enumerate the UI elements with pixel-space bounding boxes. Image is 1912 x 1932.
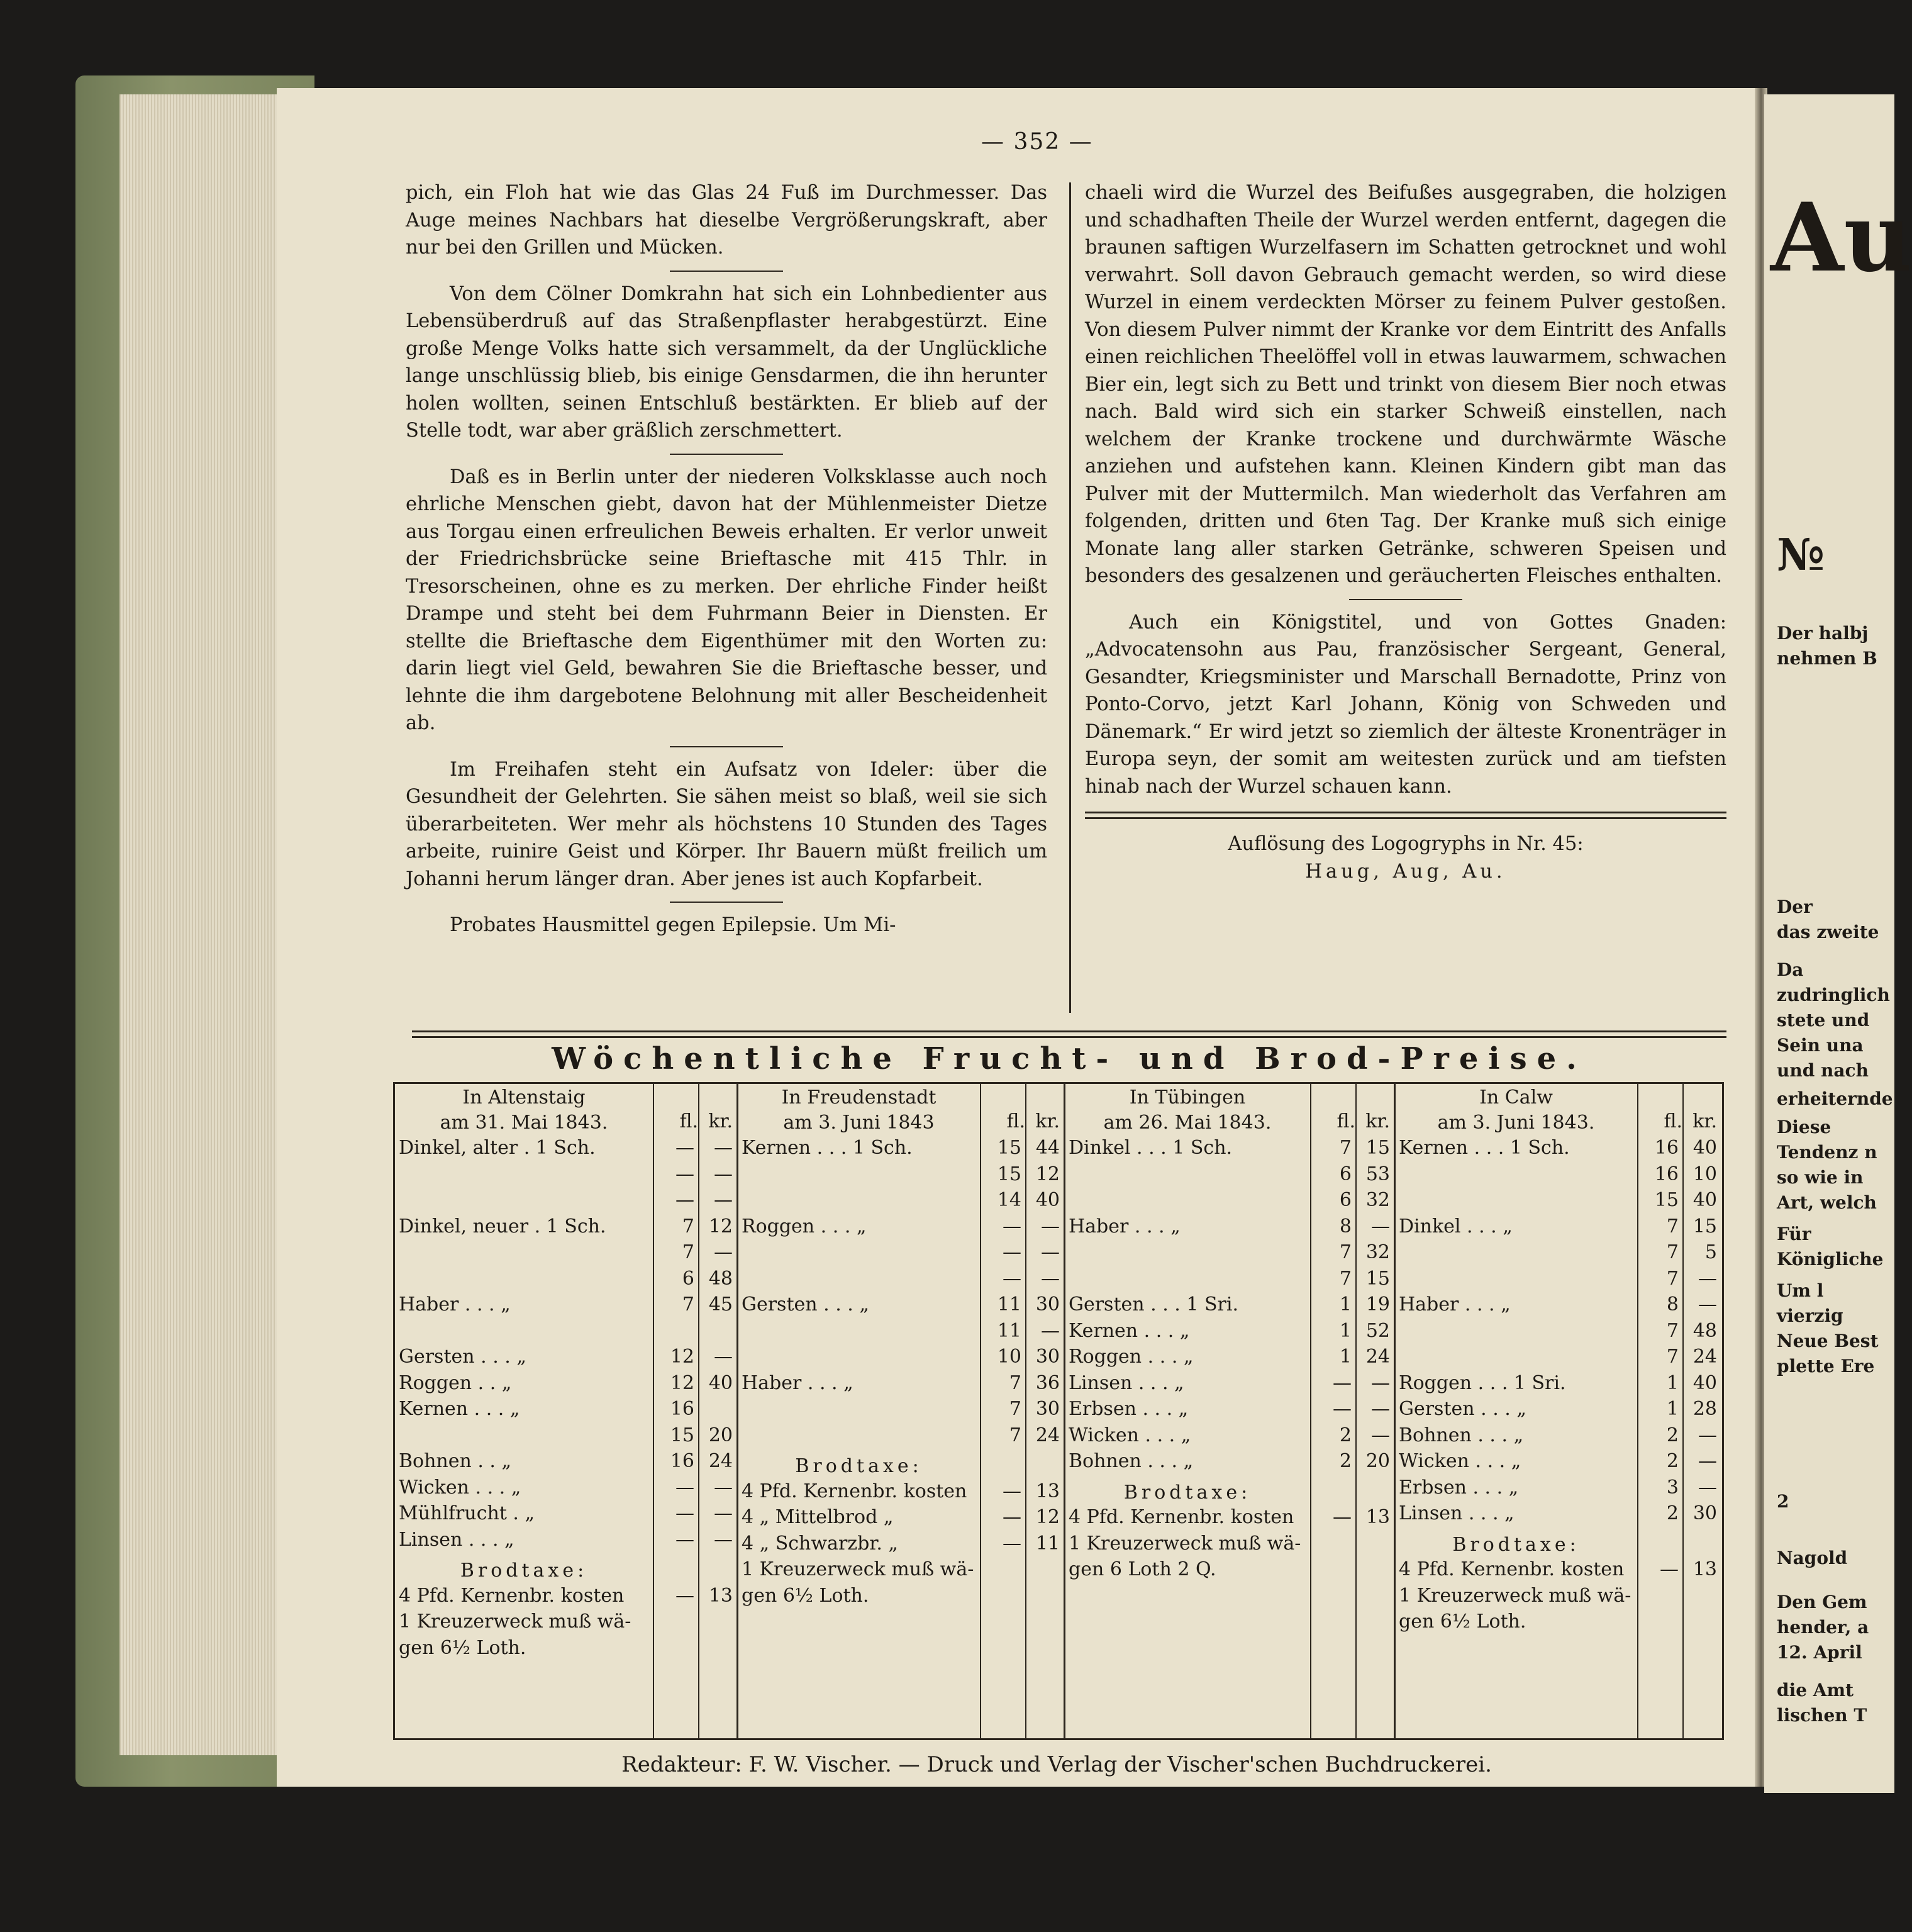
price-kr: — (714, 1476, 733, 1499)
price-row-label: Gersten . . . „ (399, 1346, 526, 1368)
brodtaxe-row-label: gen 6½ Loth. (399, 1636, 526, 1659)
price-fl: 7 (1009, 1424, 1021, 1446)
facing-page-text: die Amt (1777, 1680, 1854, 1700)
article-berlin: Daß es in Berlin unter der niederen Volksklasse auch noch ehrliche Menschen giebt, davon hat der Mühlenmeister Dietze aus Torgau einen erfreulichen Beweis erhalten. Er verlor unweit der Friedrichsbrücke seine Brieftasche mit 415 Thlr. in Tresorscheinen, ohne es zu merken. Der ehrliche Finder heißt Drampe und steht bei dem Fuhrmann Beier in Diensten. Er stellte die Brieftasche dem Eigenthümer mit den Worten zu: darin liegt viel Geld, bewahren Sie die Brieftasche besser, und lehnte die ihm dargebotene Belohnung mit aller Bescheidenheit ab. (406, 466, 1047, 734)
price-kr: 30 (1692, 1502, 1717, 1524)
price-kr: 15 (1692, 1215, 1717, 1237)
facing-page-text: plette Ere (1777, 1356, 1875, 1376)
price-fl: 7 (1666, 1215, 1679, 1237)
price-kr: 24 (1035, 1424, 1060, 1446)
price-fl: 7 (1666, 1346, 1679, 1368)
price-fl: 2 (1339, 1450, 1352, 1472)
price-fl: 8 (1339, 1215, 1352, 1237)
price-row-label: Wicken . . . „ (1399, 1450, 1521, 1472)
price-fl: — (675, 1163, 694, 1185)
price-kr: — (714, 1163, 733, 1185)
prices-top-rule (412, 1030, 1726, 1038)
brodtaxe-kr: 13 (1365, 1506, 1390, 1528)
price-kr: — (1698, 1424, 1717, 1446)
price-row-label: Dinkel, alter . 1 Sch. (399, 1137, 596, 1159)
brodtaxe-fl: — (1003, 1506, 1021, 1528)
report-date: am 31. Mai 1843. (440, 1112, 608, 1134)
prices-table (393, 1082, 1724, 1740)
table-rule (1682, 1084, 1684, 1738)
brodtaxe-row-label: 4 Pfd. Kernenbr. kosten (1399, 1558, 1625, 1580)
price-row-label: Haber . . . „ (742, 1371, 853, 1394)
price-fl: 7 (682, 1215, 694, 1237)
price-row-label: Erbsen . . . „ (1069, 1398, 1189, 1420)
facing-page-text: das zweite (1777, 922, 1879, 942)
separator (1349, 599, 1462, 600)
price-kr: 15 (1365, 1267, 1390, 1290)
prices-heading: Wöchentliche Frucht- und Brod-Preise. (552, 1041, 1587, 1076)
right-column (1085, 179, 1726, 885)
price-fl: 16 (670, 1398, 694, 1420)
price-kr: — (1041, 1215, 1060, 1237)
price-fl: 14 (997, 1189, 1021, 1211)
article-epilepsy-continued: chaeli wird die Wurzel des Beifußes ausgegraben, die holzigen und schadhaften Theile der Wurzel werden entfernt, dagegen die braunen saftigen Wurzelfasern im Schatten getrocknet und wohl verwahrt. Soll davon Gebrauch gemacht werden, so wird diese Wurzel in einem verdeckten Mörser zu feinem Pulver gestoßen. Von diesem Pulver nimmt der Kranke vor dem Eintritt des Anfalls einen reichlichen Theelöffel voll in etwas lauwarmem, schwachen Bier ein, legt sich zu Bett und trinkt von diesem Bier noch etwas nach. Bald wird sich ein starker Schweiß einstellen, nach welchem der Kranke trockene und durchwärmte Wäsche anziehen und aufstehen kann. Kleinen Kindern gibt man das Pulver mit der Muttermilch. Man wiederholt das Verfahren am folgenden, dritten und 6ten Tag. Der Kranke muß sich einige Monate lang aller starken Getränke, schweren Speisen und besonders des gesalzenen und geräucherten Fleisches enthalten. (1085, 182, 1726, 587)
riddle-answer: Haug, Aug, Au. (1305, 860, 1506, 883)
riddle-title: Auflösung des Logogryphs in Nr. 45: (1228, 833, 1584, 855)
brodtaxe-title: Brodtaxe: (460, 1560, 588, 1582)
facing-page-text: zudringlich (1777, 985, 1890, 1005)
price-kr: 40 (1035, 1189, 1060, 1211)
price-fl: 6 (682, 1267, 694, 1290)
price-fl: 15 (1654, 1189, 1679, 1211)
facing-page-text: Der (1777, 896, 1813, 917)
price-kr: — (1698, 1293, 1717, 1315)
facing-page-text: Den Gem (1777, 1592, 1867, 1612)
facing-page-text: erheiternde (1777, 1088, 1893, 1109)
price-fl: 7 (1339, 1267, 1352, 1290)
price-fl: — (1003, 1241, 1021, 1263)
price-kr: 5 (1704, 1241, 1717, 1263)
price-row-label: Dinkel . . . 1 Sch. (1069, 1137, 1233, 1159)
price-fl: 16 (1654, 1163, 1679, 1185)
price-kr: 40 (1692, 1371, 1717, 1394)
price-fl: — (1333, 1371, 1352, 1394)
brodtaxe-fl: — (1333, 1506, 1352, 1528)
report-date: am 26. Mai 1843. (1103, 1112, 1272, 1134)
brodtaxe-fl: — (1003, 1480, 1021, 1502)
facing-page-text: vierzig (1777, 1305, 1843, 1326)
price-row-label: Kernen . . . „ (1069, 1319, 1190, 1342)
price-kr: — (714, 1528, 733, 1551)
price-fl: 7 (682, 1241, 694, 1263)
kr-header: kr. (1365, 1110, 1390, 1132)
report-date: am 3. Juni 1843 (783, 1112, 935, 1134)
separator (670, 746, 783, 747)
brodtaxe-fl: — (675, 1584, 694, 1607)
price-fl: 1 (1666, 1371, 1679, 1394)
price-kr: 12 (708, 1215, 733, 1237)
price-fl: 2 (1339, 1424, 1352, 1446)
price-fl: 11 (997, 1293, 1021, 1315)
price-row-label: Gersten . . . 1 Sri. (1069, 1293, 1238, 1315)
town-name: In Tübingen (1129, 1086, 1246, 1108)
price-fl: 1 (1339, 1319, 1352, 1342)
price-kr: — (1371, 1424, 1390, 1446)
facing-page-text: Um l (1777, 1280, 1824, 1301)
report-date: am 3. Juni 1843. (1437, 1112, 1595, 1134)
separator (670, 454, 783, 455)
price-row-label: Bohnen . . . „ (1069, 1450, 1194, 1472)
price-kr: 24 (708, 1450, 733, 1472)
article-telescope: pich, ein Floh hat wie das Glas 24 Fuß im Durchmesser. Das Auge meines Nachbars hat dieselbe Vergrößerungskraft, aber nur bei den Grillen und Mücken. (406, 182, 1047, 259)
facing-page-text: № (1777, 528, 1825, 581)
brodtaxe-row-label: gen 6 Loth 2 Q. (1069, 1558, 1216, 1580)
price-kr: 40 (708, 1371, 733, 1394)
price-kr: 24 (1365, 1346, 1390, 1368)
price-kr: 32 (1365, 1189, 1390, 1211)
price-fl: 15 (997, 1137, 1021, 1159)
price-kr: — (1041, 1319, 1060, 1342)
fl-header: fl. (1006, 1110, 1025, 1132)
price-kr: — (714, 1241, 733, 1263)
brodtaxe-kr: 13 (708, 1584, 733, 1607)
price-fl: 1 (1339, 1346, 1352, 1368)
price-kr: 32 (1365, 1241, 1390, 1263)
price-kr: 48 (708, 1267, 733, 1290)
price-fl: 12 (670, 1346, 694, 1368)
facing-page-text: Diese (1777, 1117, 1831, 1137)
price-row-label: Dinkel . . . „ (1399, 1215, 1513, 1237)
price-fl: 7 (1339, 1241, 1352, 1263)
facing-page-text: 2 (1777, 1491, 1789, 1512)
facing-page-text: Für (1777, 1224, 1811, 1244)
brodtaxe-row-label: 4 „ Schwarzbr. „ (742, 1532, 898, 1555)
price-row-label: Kernen . . . 1 Sch. (1399, 1137, 1570, 1159)
article-epilepsy-start: Probates Hausmittel gegen Epilepsie. Um Mi- (450, 914, 896, 936)
price-kr: — (1698, 1476, 1717, 1499)
fl-header: fl. (679, 1110, 698, 1132)
price-row-label: Wicken . . . „ (1069, 1424, 1191, 1446)
brodtaxe-row-label: 1 Kreuzerweck muß wä- (1399, 1584, 1631, 1607)
price-fl: — (675, 1189, 694, 1211)
price-fl: 2 (1666, 1450, 1679, 1472)
price-row-label: Linsen . . . „ (399, 1528, 514, 1551)
price-fl: 16 (670, 1450, 694, 1472)
town-name: In Calw (1479, 1086, 1553, 1108)
price-kr: 28 (1692, 1398, 1717, 1420)
price-fl: 7 (1339, 1137, 1352, 1159)
price-fl: — (675, 1476, 694, 1499)
facing-page-text: Art, welch (1777, 1192, 1877, 1213)
price-row-label: Roggen . . „ (399, 1371, 512, 1394)
facing-page-text: und nach (1777, 1060, 1869, 1081)
price-row-label: Linsen . . . „ (1399, 1502, 1515, 1524)
price-kr: 20 (708, 1424, 733, 1446)
price-fl: 7 (1009, 1398, 1021, 1420)
facing-page-text: so wie in (1777, 1167, 1864, 1188)
price-kr: — (714, 1189, 733, 1211)
price-kr: — (1698, 1450, 1717, 1472)
price-row-label: Bohnen . . . „ (1399, 1424, 1524, 1446)
price-fl: 6 (1339, 1163, 1352, 1185)
price-row-label: Linsen . . . „ (1069, 1371, 1184, 1394)
fl-header: fl. (1664, 1110, 1682, 1132)
price-column-1 (395, 1084, 738, 1738)
brodtaxe-title: Brodtaxe: (1452, 1533, 1580, 1556)
column-divider (1069, 182, 1071, 1013)
table-rule (1355, 1084, 1357, 1738)
separator (670, 902, 783, 903)
facing-page-text: nehmen B (1777, 648, 1877, 669)
price-kr: — (1371, 1215, 1390, 1237)
price-row-label: Roggen . . . „ (1069, 1346, 1194, 1368)
table-rule (1310, 1084, 1311, 1738)
price-fl: 16 (1654, 1137, 1679, 1159)
price-fl: 7 (682, 1293, 694, 1315)
facing-page-text: 12. April (1777, 1642, 1862, 1663)
facing-page-text: Da (1777, 959, 1804, 980)
brodtaxe-row-label: 4 Pfd. Kernenbr. kosten (1069, 1506, 1294, 1528)
facing-page-edge (1764, 94, 1912, 1793)
price-kr: — (714, 1346, 733, 1368)
price-fl: — (1003, 1215, 1021, 1237)
price-kr: 30 (1035, 1346, 1060, 1368)
price-kr: 15 (1365, 1137, 1390, 1159)
brodtaxe-row-label: 4 Pfd. Kernenbr. kosten (742, 1480, 967, 1502)
price-row-label: Roggen . . . 1 Sri. (1399, 1371, 1566, 1394)
price-column-3 (1065, 1084, 1395, 1738)
price-row-label: Gersten . . . „ (742, 1293, 869, 1315)
table-rule (1025, 1084, 1026, 1738)
price-kr: 53 (1365, 1163, 1390, 1185)
price-fl: 1 (1666, 1398, 1679, 1420)
facing-page-text: Neue Best (1777, 1331, 1879, 1351)
price-fl: 6 (1339, 1189, 1352, 1211)
price-fl: — (675, 1137, 694, 1159)
facing-page-text: stete und (1777, 1010, 1870, 1030)
price-column-4 (1395, 1084, 1722, 1738)
price-fl: 15 (997, 1163, 1021, 1185)
page-edges (119, 94, 289, 1755)
table-rule (980, 1084, 981, 1738)
price-kr: 40 (1692, 1189, 1717, 1211)
town-name: In Altenstaig (462, 1086, 586, 1108)
price-kr: 48 (1692, 1319, 1717, 1342)
price-kr: 45 (708, 1293, 733, 1315)
price-row-label: Bohnen . . „ (399, 1450, 512, 1472)
price-fl: 12 (670, 1371, 694, 1394)
brodtaxe-title: Brodtaxe: (1123, 1481, 1252, 1504)
price-row-label: Kernen . . . „ (399, 1398, 520, 1420)
price-fl: — (675, 1528, 694, 1551)
price-row-label: Mühlfrucht . „ (399, 1502, 535, 1524)
price-fl: 15 (670, 1424, 694, 1446)
price-fl: 10 (997, 1346, 1021, 1368)
town-name: In Freudenstadt (781, 1086, 937, 1108)
price-kr: — (1371, 1398, 1390, 1420)
price-row-label: Gersten . . . „ (1399, 1398, 1526, 1420)
facing-page-text: Der halbj (1777, 623, 1869, 644)
brodtaxe-row-label: 1 Kreuzerweck muß wä- (742, 1558, 974, 1580)
page-number: — 352 — (981, 129, 1093, 155)
facing-page-text: hender, a (1777, 1617, 1869, 1638)
brodtaxe-row-label: 4 Pfd. Kernenbr. kosten (399, 1584, 625, 1607)
price-kr: 12 (1035, 1163, 1060, 1185)
fl-header: fl. (1337, 1110, 1355, 1132)
article-cologne: Von dem Cölner Domkrahn hat sich ein Lohnbedienter aus Lebensüberdruß auf das Straßenpflaster herabgestürzt. Eine große Menge Volks hatte sich versammelt, da der Unglückliche lange unschlüssig blieb, bis einige Gensdarmen, die ihn herunter holen wollten, seinen Entschluß bestärkten. Er blieb auf der Stelle todt, war aber gräßlich zerschmettert. (406, 282, 1047, 442)
table-rule (698, 1084, 699, 1738)
price-fl: — (1003, 1267, 1021, 1290)
brodtaxe-row-label: gen 6½ Loth. (1399, 1611, 1526, 1633)
price-row-label: Haber . . . „ (399, 1293, 511, 1315)
price-fl: 3 (1666, 1476, 1679, 1499)
table-rule (653, 1084, 654, 1738)
price-row-label: Haber . . . „ (1399, 1293, 1511, 1315)
kr-header: kr. (708, 1110, 733, 1132)
price-fl: — (675, 1502, 694, 1524)
price-row-label: Erbsen . . . „ (1399, 1476, 1519, 1499)
price-fl: 2 (1666, 1424, 1679, 1446)
facing-page-text: Königliche (1777, 1249, 1884, 1270)
brodtaxe-title: Brodtaxe: (795, 1455, 923, 1477)
brodtaxe-row-label: 1 Kreuzerweck muß wä- (399, 1611, 631, 1633)
brodtaxe-fl: — (1003, 1532, 1021, 1555)
facing-page-text: Sein una (1777, 1035, 1864, 1056)
price-kr: 24 (1692, 1346, 1717, 1368)
brodtaxe-row-label: gen 6½ Loth. (742, 1584, 869, 1607)
price-kr: 52 (1365, 1319, 1390, 1342)
price-kr: — (1041, 1241, 1060, 1263)
price-kr: 30 (1035, 1293, 1060, 1315)
price-kr: — (1041, 1267, 1060, 1290)
price-fl: 1 (1339, 1293, 1352, 1315)
price-kr: — (1698, 1267, 1717, 1290)
price-fl: 8 (1666, 1293, 1679, 1315)
separator (670, 271, 783, 272)
double-rule (1085, 812, 1726, 819)
article-scholars: Im Freihafen steht ein Aufsatz von Ideler: über die Gesundheit der Gelehrten. Sie sähen meist so blaß, weil sie sich überarbeiteten. Wer mehr als höchstens 10 Stunden des Tages arbeite, ruinire Geist und Körper. Ihr Bauern müßt freilich um Johanni herum länger dran. Aber jenes ist auch Kopfarbeit. (406, 758, 1047, 890)
price-row-label: Wicken . . . „ (399, 1476, 521, 1499)
kr-header: kr. (1692, 1110, 1717, 1132)
facing-page-text: Nagold (1777, 1548, 1848, 1568)
brodtaxe-kr: 11 (1035, 1532, 1060, 1555)
price-kr: — (714, 1502, 733, 1524)
price-kr: 19 (1365, 1293, 1390, 1315)
price-column-2 (738, 1084, 1065, 1738)
price-fl: 11 (997, 1319, 1021, 1342)
price-row-label: Roggen . . . „ (742, 1215, 867, 1237)
brodtaxe-kr: 13 (1692, 1558, 1717, 1580)
price-fl: 7 (1009, 1371, 1021, 1394)
brodtaxe-row-label: 4 „ Mittelbrod „ (742, 1506, 894, 1528)
brodtaxe-row-label: 1 Kreuzerweck muß wä- (1069, 1532, 1301, 1555)
price-row-label: Haber . . . „ (1069, 1215, 1181, 1237)
left-column (406, 179, 1047, 939)
price-kr: — (714, 1137, 733, 1159)
price-kr: 40 (1692, 1137, 1717, 1159)
price-fl: — (1333, 1398, 1352, 1420)
facing-page-text: lischen T (1777, 1705, 1867, 1726)
facing-page-text: Tendenz n (1777, 1142, 1877, 1163)
price-kr: 44 (1035, 1137, 1060, 1159)
kr-header: kr. (1035, 1110, 1060, 1132)
price-fl: 7 (1666, 1319, 1679, 1342)
price-kr: 20 (1365, 1450, 1390, 1472)
price-fl: 2 (1666, 1502, 1679, 1524)
footer-imprint: Redakteur: F. W. Vischer. — Druck und Verlag der Vischer'schen Buchdruckerei. (621, 1752, 1492, 1777)
price-kr: — (1371, 1371, 1390, 1394)
price-row-label: Dinkel, neuer . 1 Sch. (399, 1215, 606, 1237)
price-kr: 10 (1692, 1163, 1717, 1185)
price-row-label: Kernen . . . 1 Sch. (742, 1137, 913, 1159)
article-bernadotte: Auch ein Königstitel, und von Gottes Gnaden: „Advocatensohn aus Pau, französischer Sergeant, General, Gesandter, Kriegsminister und Marschall Bernadotte, Prinz von Ponto-Corvo, jetzt Karl Johann, König von Schweden und Dänemark.“ Er wird jetzt so ziemlich der älteste Kronenträger in Europa seyn, der somit am weitesten zurück und am tiefsten hinab nach der Wurzel schauen kann. (1085, 611, 1726, 798)
price-kr: 30 (1035, 1398, 1060, 1420)
table-rule (1637, 1084, 1638, 1738)
brodtaxe-kr: 13 (1035, 1480, 1060, 1502)
price-kr: 36 (1035, 1371, 1060, 1394)
facing-page-text: Au (1770, 182, 1912, 293)
price-fl: 7 (1666, 1267, 1679, 1290)
brodtaxe-fl: — (1660, 1558, 1679, 1580)
price-fl: 7 (1666, 1241, 1679, 1263)
brodtaxe-kr: 12 (1035, 1506, 1060, 1528)
